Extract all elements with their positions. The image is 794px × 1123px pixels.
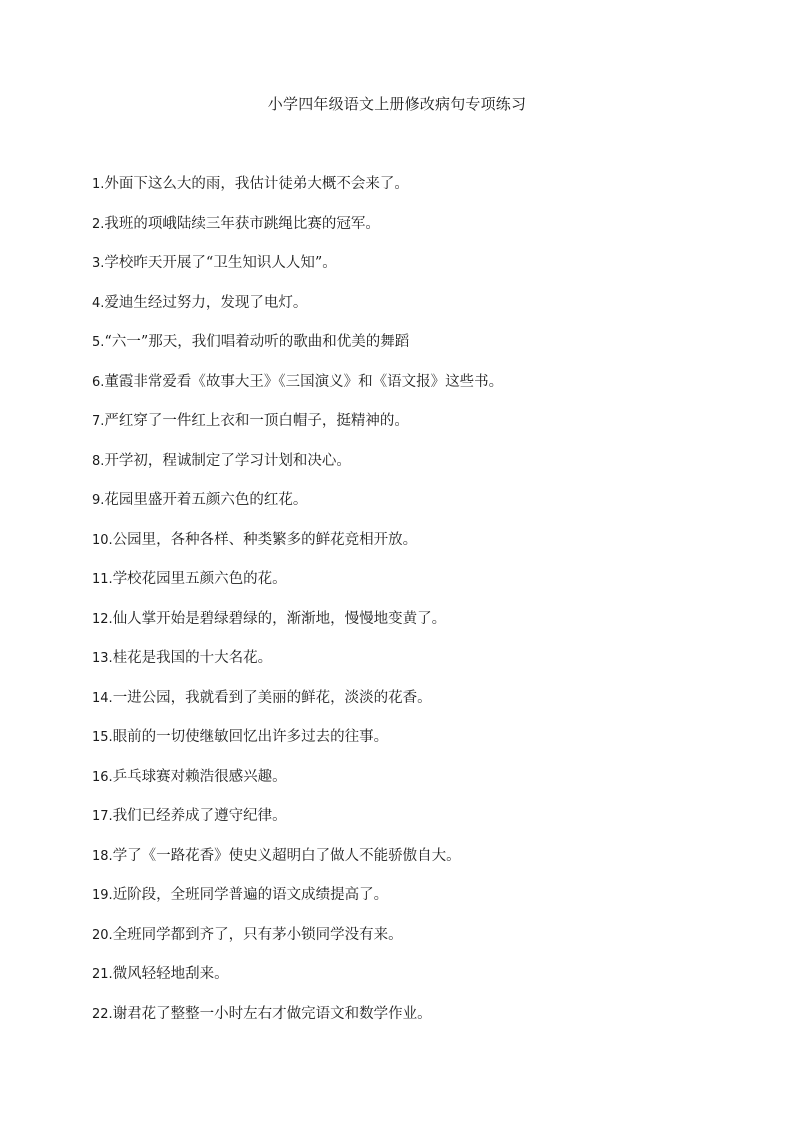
item-number: 1. [92,177,105,192]
list-item [92,846,732,886]
item-number: 15. [92,730,113,745]
list-item [92,411,732,451]
item-number: 20. [92,927,113,943]
item-text: “六一”那天，我们唱着动听的歌曲和优美的舞蹈 [104,334,410,350]
list-item [92,372,732,412]
item-number: 7. [92,414,105,429]
item-text: 仙人掌开始是碧绿碧绿的，渐渐地，慢慢地变黄了。 [112,610,447,627]
list-item [92,253,732,293]
item-text: 开学初，程诚制定了学习计划和决心。 [104,452,351,469]
item-text: 严红穿了一件红上衣和一顶白帽子，挺精神的。 [104,413,409,429]
item-text: 我们已经养成了遵守纪律。 [112,808,287,824]
item-text: 眼前的一切使继敏回忆出许多过去的往事。 [112,729,389,745]
item-text: 乒乓球赛对赖浩很感兴趣。 [112,768,287,785]
list-item [92,727,732,767]
item-text: 近阶段，全班同学普遍的语文成绩提高了。 [112,887,389,903]
list-item [92,767,732,807]
list-item [92,925,732,965]
item-text: 桂花是我国的十大名花。 [112,650,273,666]
list-item [92,1004,732,1044]
item-number: 14. [92,690,113,706]
item-number: 12. [92,611,113,627]
item-text: 微风轻轻地刮来。 [112,966,229,982]
item-number: 5. [92,335,105,350]
list-item [92,293,732,333]
document-title: 小学四年级语文上册修改病句专项练习 [267,95,527,113]
item-number: 11. [92,572,113,587]
item-number: 10. [92,532,113,548]
list-item [92,214,732,254]
item-text: 我班的项峨陆续三年获市跳绳比赛的冠军。 [104,215,380,232]
item-number: 13. [92,651,113,666]
list-item [92,609,732,649]
item-text: 学校花园里五颜六色的花。 [112,571,287,587]
item-number: 16. [92,769,113,785]
item-text: 爱迪生经过努力，发现了电灯。 [104,294,308,311]
item-number: 17. [92,809,113,824]
item-number: 9. [92,493,105,508]
list-item [92,964,732,1004]
item-text: 公园里，各种各样、种类繁多的鲜花竞相开放。 [112,531,418,548]
list-item [92,332,732,372]
list-item [92,885,732,925]
list-item [92,451,732,491]
item-text: 谢君花了整整一小时左右才做完语文和数学作业。 [112,1005,432,1022]
item-text: 学校昨天开展了“卫生知识人人知”。 [104,255,337,271]
item-number: 18. [92,848,113,864]
list-item [92,806,732,846]
item-text: 全班同学都到齐了，只有茅小锁同学没有来。 [112,926,403,943]
item-text: 学了《一路花香》使史义超明白了做人不能骄傲自大。 [112,847,461,864]
list-item [92,648,732,688]
list-item [92,530,732,570]
item-number: 3. [92,256,105,271]
item-text: 董霞非常爱看《故事大王》《三国演义》和《语文报》这些书。 [104,373,504,390]
item-number: 22. [92,1006,113,1022]
item-number: 6. [92,374,105,390]
item-number: 21. [92,967,113,982]
item-number: 19. [92,888,113,903]
exercise-list [92,174,732,1043]
item-text: 一进公园，我就看到了美丽的鲜花，淡淡的花香。 [112,689,432,706]
list-item [92,569,732,609]
item-text: 花园里盛开着五颜六色的红花。 [104,492,308,508]
list-item [92,688,732,728]
item-number: 4. [92,295,105,311]
list-item [92,490,732,530]
list-item [92,174,732,214]
item-text: 外面下这么大的雨，我估计徒弟大概不会来了。 [104,176,409,192]
item-number: 2. [92,216,105,232]
item-number: 8. [92,453,105,469]
